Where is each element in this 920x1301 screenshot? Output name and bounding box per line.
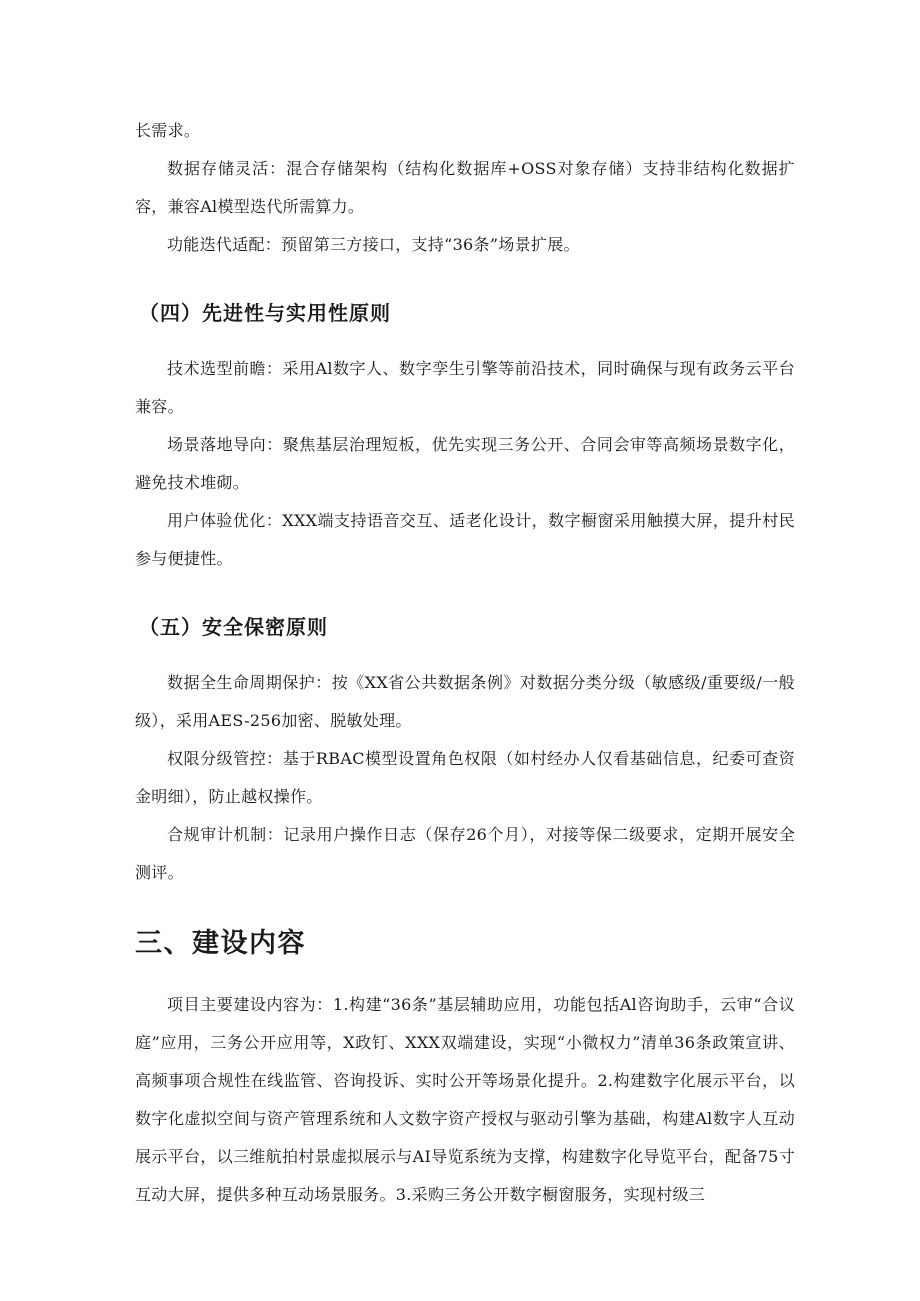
paragraph: 数据全生命周期保护：按《XX省公共数据条例》对数据分类分级（敏感级/重要级/一般级），采用AES-256加密、脱敏处理。	[135, 673, 795, 730]
paragraph: 长需求。	[135, 121, 201, 140]
paragraph: 数据存储灵活：混合存储架构（结构化数据库+OSS对象存储）支持非结构化数据扩容，兼容Al模型迭代所需算力。	[135, 159, 795, 216]
paragraph: 场景落地导向：聚焦基层治理短板，优先实现三务公开、合同会审等高频场景数字化，避免技术堆砌。	[135, 435, 795, 492]
paragraph: 权限分级管控：基于RBAC模型设置角色权限（如村经办人仅看基础信息，纪委可查资金明细），防止越权操作。	[135, 749, 795, 806]
paragraph: 项目主要建设内容为：1.构建“36条”基层辅助应用，功能包括Al咨询助手，云审“合议庭”应用，三务公开应用等，X政钉、XXX双端建设，实现“小微权力”清单36条政策宣讲、高频事项合规性在线监管、咨询投诉、实时公开等场景化提升。2.构建数字化展示平台，以数字化虚拟空间与资产管理系统和人文数字资产授权与驱动引擎为基础，构建Al数字人互动展示平台，以三维航拍村景虚拟展示与AI导览系统为支撑，构建数字化导览平台，配备75寸互动大屏，提供多种互动场景服务。3.采购三务公开数字橱窗服务，实现村级三	[135, 995, 795, 1204]
document-page	[135, 112, 795, 1214]
subsection-heading: （五）安全保密原则	[139, 615, 328, 639]
paragraph: 合规审计机制：记录用户操作日志（保存26个月），对接等保二级要求，定期开展安全测评。	[135, 825, 795, 882]
paragraph: 用户体验优化：XXX端支持语音交互、适老化设计，数字橱窗采用触摸大屏，提升村民参与便捷性。	[135, 511, 795, 568]
subsection-heading: （四）先进性与实用性原则	[139, 301, 391, 325]
section-heading: 三、建设内容	[135, 928, 306, 959]
paragraph: 技术选型前瞻：采用Al数字人、数字孪生引擎等前沿技术，同时确保与现有政务云平台兼容。	[135, 359, 795, 416]
paragraph: 功能迭代适配：预留第三方接口，支持“36条”场景扩展。	[167, 235, 580, 254]
